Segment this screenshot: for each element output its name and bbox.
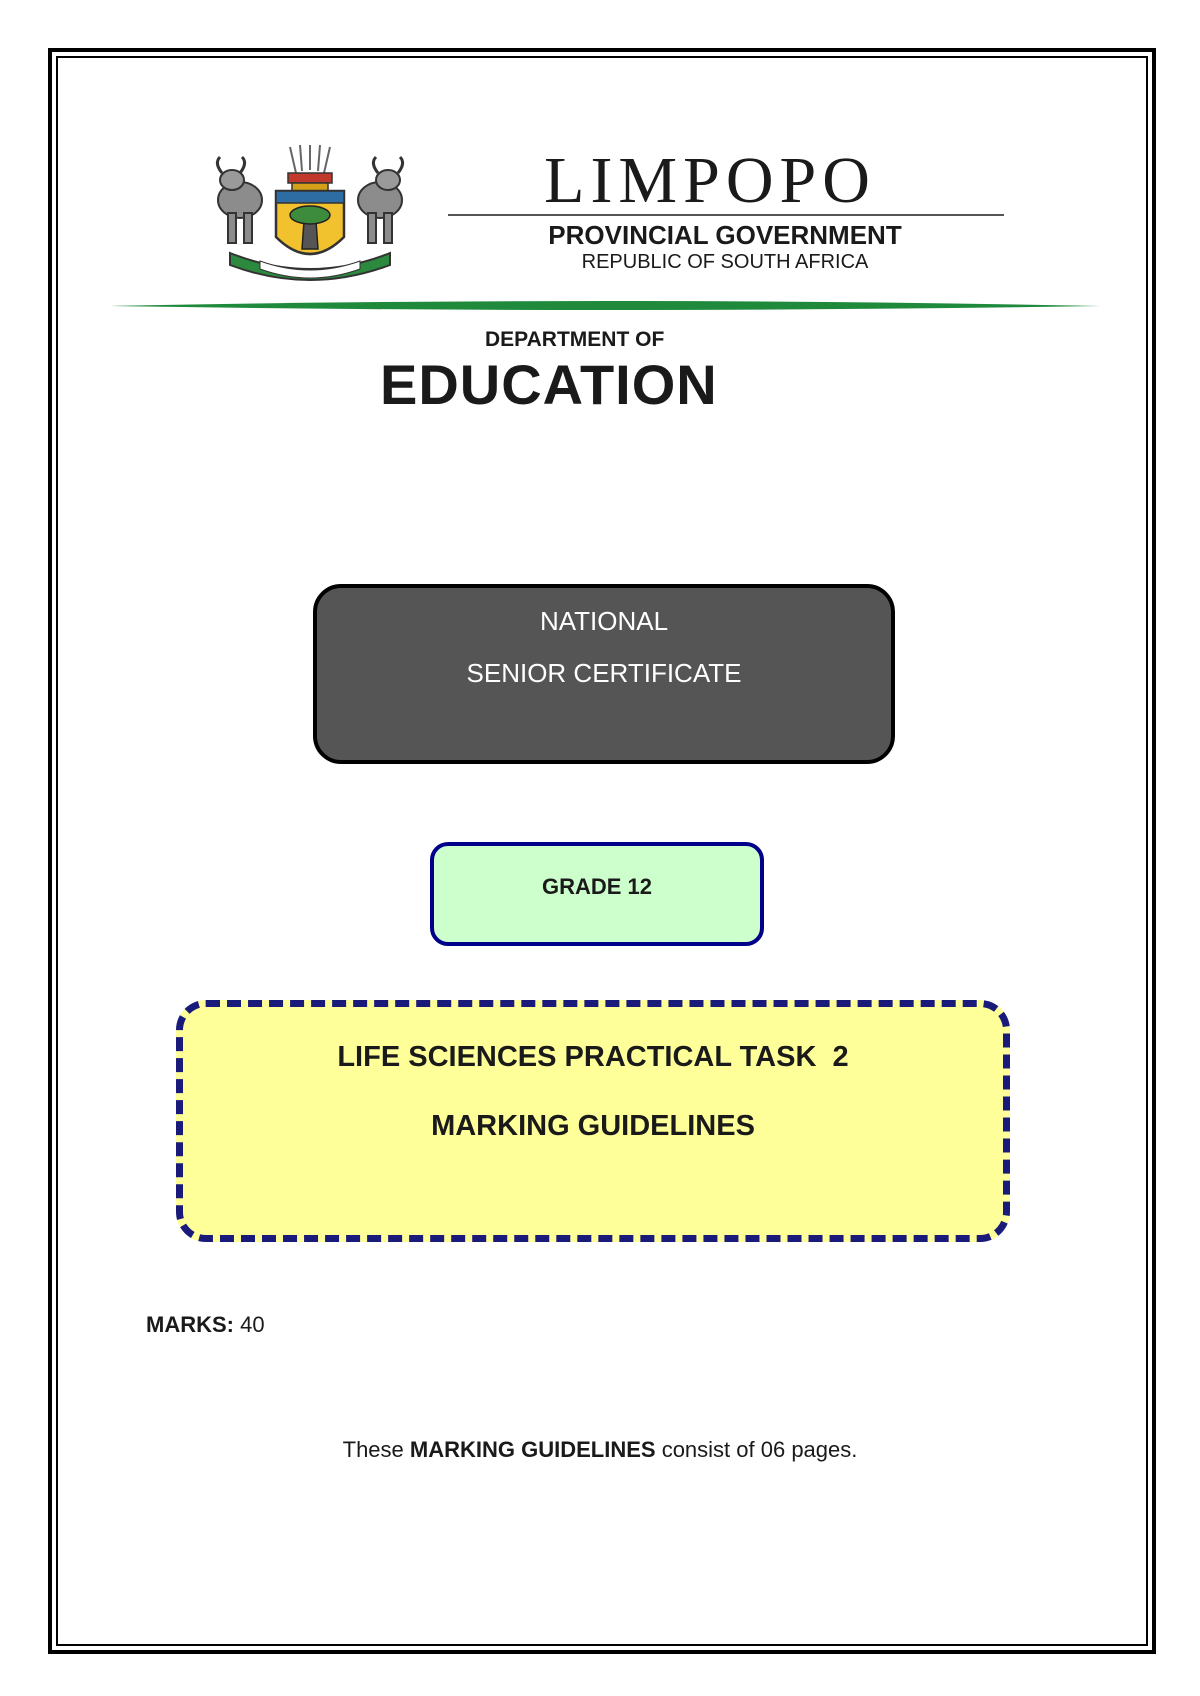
task-box (176, 1000, 1010, 1242)
marks-line (146, 1312, 265, 1338)
task-subtitle: MARKING GUIDELINES (431, 1110, 755, 1142)
task-title: LIFE SCIENCES PRACTICAL TASK 2 (337, 1041, 849, 1073)
province-name: LIMPOPO (544, 144, 876, 217)
department-prefix: DEPARTMENT OF (485, 328, 665, 351)
certificate-line-2: SENIOR CERTIFICATE (466, 658, 742, 688)
green-divider (110, 298, 1100, 314)
government-name: PROVINCIAL GOVERNMENT (548, 220, 902, 250)
page-count-note (0, 1437, 1200, 1463)
grade-box (430, 842, 764, 946)
grade-label: GRADE 12 (541, 874, 653, 899)
certificate-line-1: NATIONAL (539, 606, 669, 636)
coat-of-arms-icon (200, 145, 420, 285)
header-divider (448, 214, 1004, 216)
department-name: EDUCATION (380, 353, 718, 416)
country-name: REPUBLIC OF SOUTH AFRICA (581, 251, 869, 273)
marks-label: MARKS: (146, 1312, 234, 1337)
page-count-emphasis: MARKING GUIDELINES (409, 1437, 656, 1462)
page-count-prefix: These (342, 1437, 410, 1462)
page-count-suffix: consist of 06 pages. (655, 1437, 858, 1462)
certificate-box (313, 584, 895, 764)
marks-value: 40 (240, 1312, 265, 1337)
